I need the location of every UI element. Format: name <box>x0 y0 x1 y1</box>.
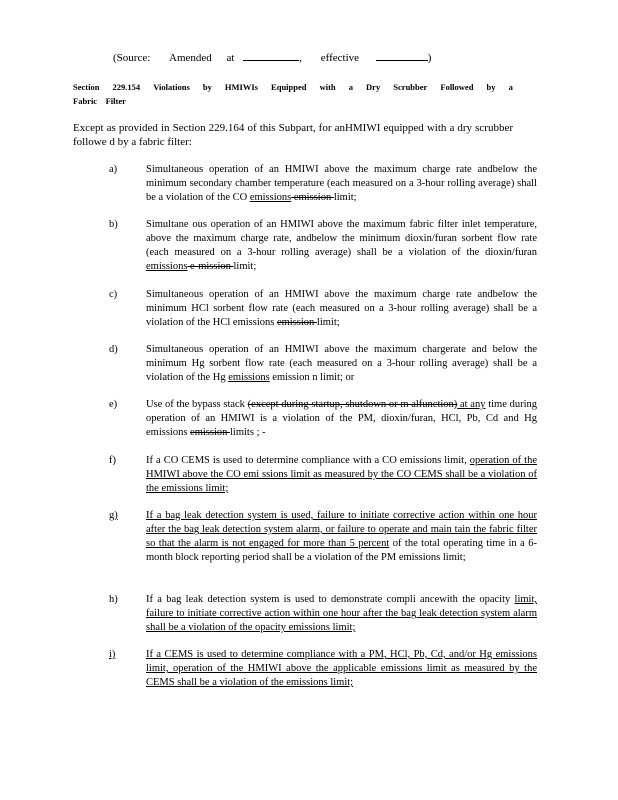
deleted-text: (except during startup, shutdown or m alfunction) <box>247 399 458 410</box>
item-plain-text: If a bag leak detection system is used to demonstrate compli ancewith the opacity <box>146 594 515 605</box>
heading-word: by <box>202 82 212 92</box>
list-item <box>109 343 537 385</box>
heading-word: by <box>486 82 496 92</box>
heading-word: Equipped <box>271 82 307 92</box>
source-amended: Amended <box>169 52 212 64</box>
deleted-text: emission <box>276 317 317 328</box>
heading-word: Scrubber <box>393 82 428 92</box>
deleted-text: e-mission <box>187 261 234 272</box>
list-item <box>109 593 537 635</box>
source-at: at <box>226 52 235 64</box>
list-item <box>109 163 537 205</box>
list-item <box>109 398 537 440</box>
item-text <box>146 163 537 205</box>
source-prefix: (Source: <box>113 52 151 64</box>
item-label: d) <box>109 344 118 355</box>
list-item <box>109 288 537 330</box>
item-plain-text: time during operation of an HMIWI is a violation of the PM, dioxin/furan, HCl, Pb, Cd and Hg emissions <box>146 399 537 438</box>
amended-date-blank <box>243 50 299 61</box>
item-plain-text: of the total operating time in a 6-month block reporting period shall be a violation of the PM emissions limit; <box>146 538 537 563</box>
heading-line-2: Fabric Filter <box>73 96 126 106</box>
heading-word: Violations <box>153 82 190 92</box>
intro-paragraph: Except as provided in Section 229.164 of this Subpart, for anHMIWI equipped with a dry scrubber followe d by a fabric filter: <box>73 122 513 148</box>
heading-word: a <box>348 82 353 92</box>
item-text <box>146 648 537 690</box>
list-item <box>109 509 537 565</box>
item-label: e) <box>109 399 118 410</box>
item-text <box>146 454 537 496</box>
item-plain-text: limit; <box>233 261 257 272</box>
inserted-text: If a bag leak detection system is used, failure to initiate corrective action within one hour after the bag leak detection system alarm, or failure to operate and main tain the fabric filter so that the alarm is not engaged for more than 5 percent <box>146 510 537 549</box>
item-text <box>146 343 537 385</box>
inserted-text: emissions <box>146 261 188 272</box>
item-label: h) <box>109 594 118 605</box>
item-text <box>146 593 537 635</box>
item-plain-text: limit; <box>316 317 340 328</box>
inserted-text: emissions <box>228 372 270 383</box>
heading-word: a <box>508 82 513 92</box>
heading-word: Dry <box>366 82 381 92</box>
item-plain-text: Simultaneous operation of an HMIWI above the maximum charge rate andbelow the minimum secondary chamber temperature (each measured on a 3-hour rolling average) shall be a violation of the CO <box>146 164 537 203</box>
item-label: f) <box>109 455 116 466</box>
item-label: b) <box>109 219 118 230</box>
source-effective: effective <box>320 52 360 64</box>
item-text <box>146 288 537 330</box>
inserted-text: limit, failure to initiate corrective action within one hour after the bag leak detection system alarm shall be a violation of the opacity emissions limit; <box>146 594 537 633</box>
item-plain-text: Simultaneous operation of an HMIWI above the maximum charge rate andbelow the minimum HCl sorbent flow rate (each measured on a 3-hour rolling average) shall be a violation of the HCl emissions <box>146 289 537 328</box>
item-label: a) <box>109 164 118 175</box>
item-label: g) <box>109 510 118 521</box>
source-comma: , <box>299 52 302 64</box>
section-heading <box>73 80 513 108</box>
heading-word: with <box>319 82 336 92</box>
inserted-text: If a CEMS is used to determine compliance with a PM, HCl, Pb, Cd, and/or Hg emissions limit, operation of the HMIWI above the applicable emissions limit as measured by the CEMS shall be a violation of the emissions limit; <box>146 649 537 688</box>
item-plain-text: Use of the bypass stack <box>146 399 248 410</box>
item-plain-text: Simultane ous operation of an HMIWI above the maximum fabric filter inlet temperature, above the maximum charge rate, andbelow the minimum dioxin/furan sorbent flow rate (each measured on a 3-hour rolling average) shall be a violation of the dioxin/furan <box>146 219 537 258</box>
list-item <box>109 648 537 690</box>
item-text <box>146 398 537 440</box>
item-text <box>146 218 537 274</box>
list-item <box>109 218 537 274</box>
item-plain-text: If a CO CEMS is used to determine compliance with a CO emissions limit, <box>146 455 470 466</box>
source-note <box>113 50 431 64</box>
deleted-text: emission <box>291 192 334 203</box>
heading-section-word: Section <box>73 82 100 92</box>
source-suffix: ) <box>427 52 432 64</box>
list-item <box>109 454 537 496</box>
item-text <box>146 509 537 565</box>
heading-word: Followed <box>440 82 474 92</box>
effective-date-blank <box>376 50 428 61</box>
item-plain-text: limits ; - <box>230 427 266 438</box>
heading-word: HMIWIs <box>224 82 258 92</box>
inserted-text: operation of the HMIWI above the CO emi ssions limit as measured by the CO CEMS shall be a violation of the emissions limit; <box>146 455 538 494</box>
item-plain-text: emission n limit; or <box>269 372 355 383</box>
item-plain-text: limit; <box>333 192 357 203</box>
item-plain-text: Simultaneous operation of an HMIWI above the maximum chargerate and below the minimum Hg sorbent flow rate (each measured on a 3-hour rolling average) shall be a violation of the Hg <box>146 344 537 383</box>
inserted-text: emissions <box>249 192 292 203</box>
inserted-text: at any <box>457 399 486 410</box>
item-label: i) <box>109 649 116 660</box>
deleted-text: emission <box>190 427 231 438</box>
heading-line-1 <box>73 80 513 94</box>
item-label: c) <box>109 289 118 300</box>
heading-section-number: 229.154 <box>112 82 141 92</box>
